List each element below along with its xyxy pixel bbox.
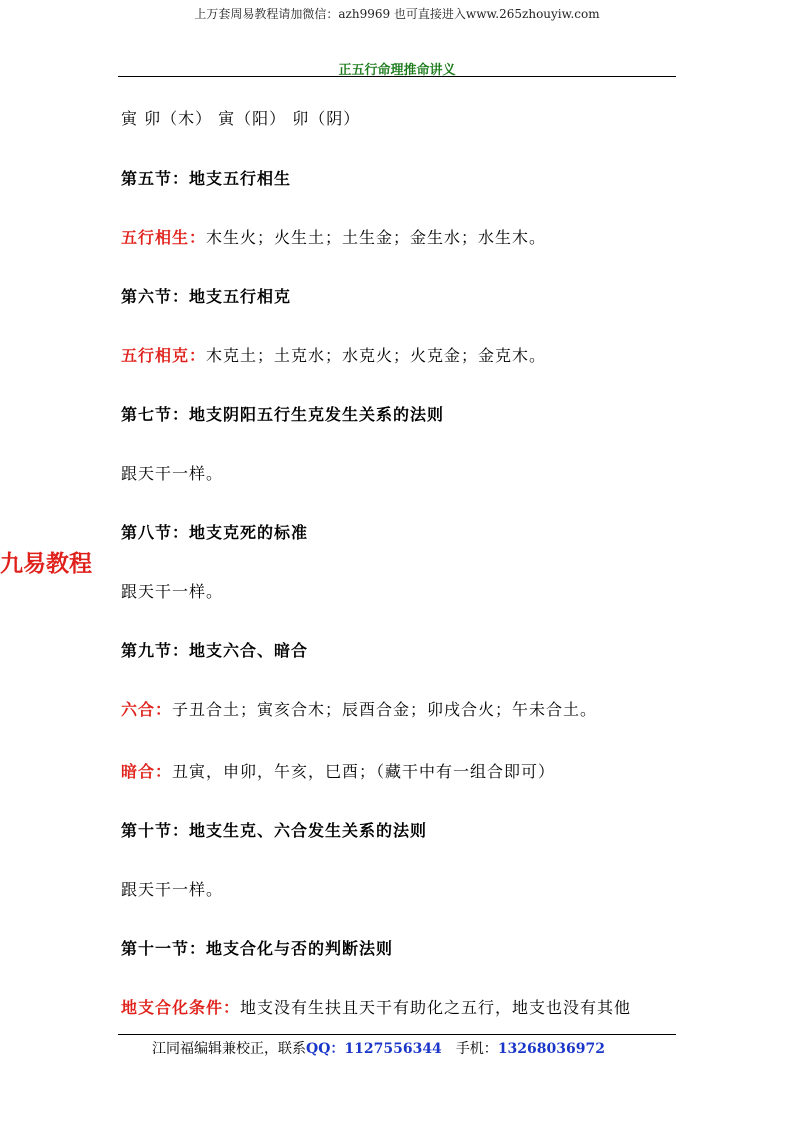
definition-text: 木克土；土克水；水克火；火克金；金克木。 — [206, 346, 547, 365]
term-label: 六合： — [121, 700, 173, 719]
footer-phone: 13268036972 — [497, 1041, 605, 1057]
header-title: 正五行命理推命讲义 — [338, 63, 456, 78]
footer-qq-label: QQ： — [306, 1041, 345, 1057]
top-notice: 上万套周易教程请加微信：azh9969 也可直接进入www.265zhouyiw.com — [194, 7, 600, 21]
section-heading: 第十一节：地支合化与否的判断法则 — [121, 939, 394, 958]
definition-line — [121, 225, 546, 248]
watermark-logo: 九易教程 — [0, 551, 92, 577]
definition-line — [121, 759, 555, 782]
body-text: 跟天干一样。 — [121, 880, 224, 899]
element-note — [121, 106, 360, 129]
definition-line — [121, 995, 631, 1018]
section-heading: 第六节：地支五行相克 — [121, 287, 292, 306]
section-heading: 第七节：地支阴阳五行生克发生关系的法则 — [121, 405, 445, 424]
footer-editor: 江同福编辑兼校正，联系 — [152, 1041, 306, 1057]
term-label: 暗合： — [121, 762, 173, 781]
definition-text: 子丑合土；寅亥合木；辰酉合金；卯戌合火；午未合土。 — [172, 700, 598, 719]
term-label: 五行相生： — [121, 228, 207, 247]
definition-text: 木生火；火生土；土生金；金生水；水生木。 — [206, 228, 547, 247]
term-label: 五行相克： — [121, 346, 207, 365]
term-label: 地支合化条件： — [121, 998, 241, 1017]
definition-line — [121, 343, 546, 366]
header-divider — [118, 76, 676, 77]
section-heading: 第十节：地支生克、六合发生关系的法则 — [121, 821, 428, 840]
line-text: 寅 卯（木） 寅（阳） 卯（阴） — [121, 109, 361, 128]
section-heading: 第九节：地支六合、暗合 — [121, 641, 309, 660]
section-heading: 第五节：地支五行相生 — [121, 169, 292, 188]
definition-text: 丑寅，申卯，午亥，巳酉；（藏干中有一组合即可） — [172, 762, 556, 781]
footer — [152, 1038, 605, 1058]
footer-divider — [118, 1034, 676, 1035]
footer-qq: 1127556344 — [344, 1041, 442, 1057]
body-text: 跟天干一样。 — [121, 464, 224, 483]
body-text: 跟天干一样。 — [121, 582, 224, 601]
definition-text: 地支没有生扶且天干有助化之五行，地支也没有其他 — [240, 998, 632, 1017]
definition-line — [121, 697, 597, 720]
section-heading: 第八节：地支克死的标准 — [121, 523, 309, 542]
footer-phone-label: 手机： — [455, 1041, 498, 1057]
